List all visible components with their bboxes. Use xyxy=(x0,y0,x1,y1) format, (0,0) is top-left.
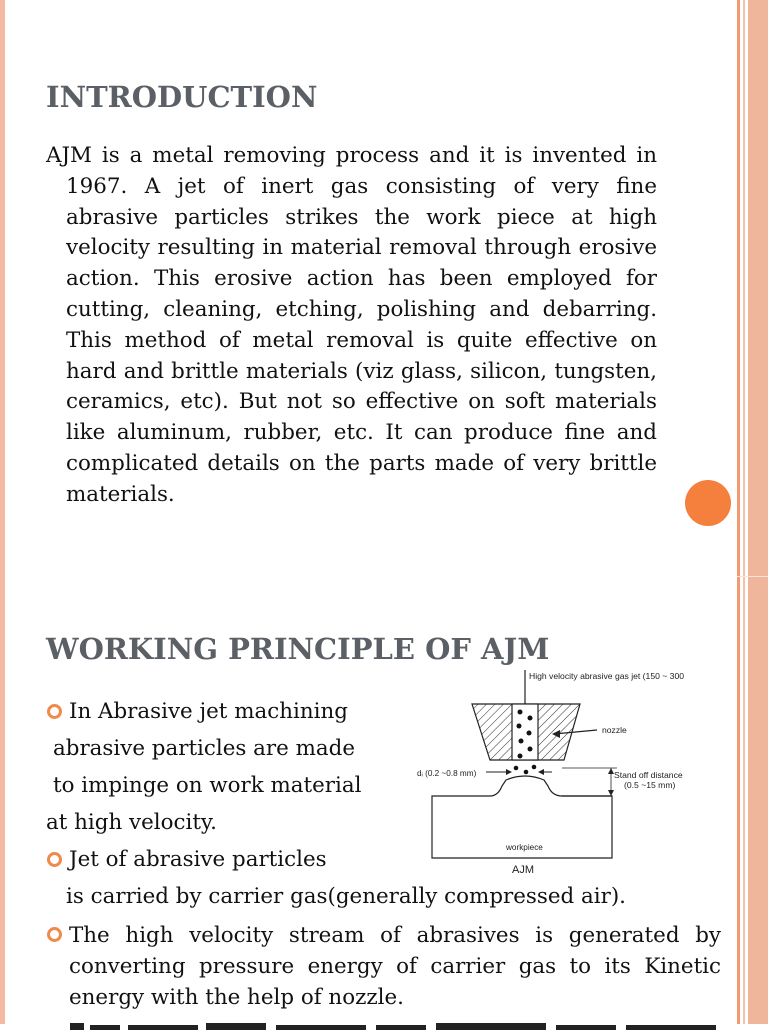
bullet3-text: The high velocity stream of abrasives is generated by converting pressure energy of carrier gas to its Kinetic energy with the help of nozzle. xyxy=(69,923,721,1010)
nozzle-bore xyxy=(512,704,538,760)
bullet-marker xyxy=(47,927,62,942)
introduction-heading: INTRODUCTION xyxy=(46,80,318,114)
ajm-diagram xyxy=(412,668,712,876)
bullet2-line2: is carried by carrier gas(generally compressed air). xyxy=(66,884,626,909)
cut-off-next-line xyxy=(66,1016,726,1030)
jet-label: High velocity abrasive gas jet (150 ~ 300 xyxy=(529,671,685,681)
right-border-band xyxy=(748,0,768,1024)
standoff-label: Stand off distance xyxy=(614,770,683,780)
working-principle-heading: WORKING PRINCIPLE OF AJM xyxy=(46,632,550,666)
left-border-stripe xyxy=(0,0,5,1024)
bullet1-line1: In Abrasive jet machining xyxy=(69,699,348,724)
diagram-caption: AJM xyxy=(512,864,534,876)
slide-divider-line xyxy=(737,576,768,577)
diameter-label: dᵢ (0.2 ~0.8 mm) xyxy=(417,769,477,778)
bullet1-line4: at high velocity. xyxy=(46,810,217,835)
right-border-stripe xyxy=(737,0,740,1024)
workpiece-label: workpiece xyxy=(506,843,543,852)
bullet2-line1: Jet of abrasive particles xyxy=(69,847,327,872)
right-border-stripe xyxy=(743,0,745,1024)
bullet-marker xyxy=(47,704,62,719)
nozzle-label: nozzle xyxy=(602,725,627,735)
introduction-paragraph: AJM is a metal removing process and it is invented in 1967. A jet of inert gas consisting of very fine abrasive particles strikes the work piece at high velocity resulting in material removal through erosive action. This erosive action has been employed for cutting, cleaning, etching, polishing and debarring. This method of metal removal is quite effective on hard and brittle materials (viz glass, silicon, tungsten, ceramics, etc). But not so effective on soft materials like aluminum, rubber, etc. It can produce fine and complicated details on the parts made of very brittle materials. xyxy=(46,143,657,507)
standoff-range: (0.5 ~15 mm) xyxy=(624,780,676,790)
bullet-marker xyxy=(47,852,62,867)
slide-accent-dot xyxy=(685,480,731,526)
bullet1-line3: to impinge on work material xyxy=(53,773,362,798)
bullet1-line2: abrasive particles are made xyxy=(53,736,355,761)
